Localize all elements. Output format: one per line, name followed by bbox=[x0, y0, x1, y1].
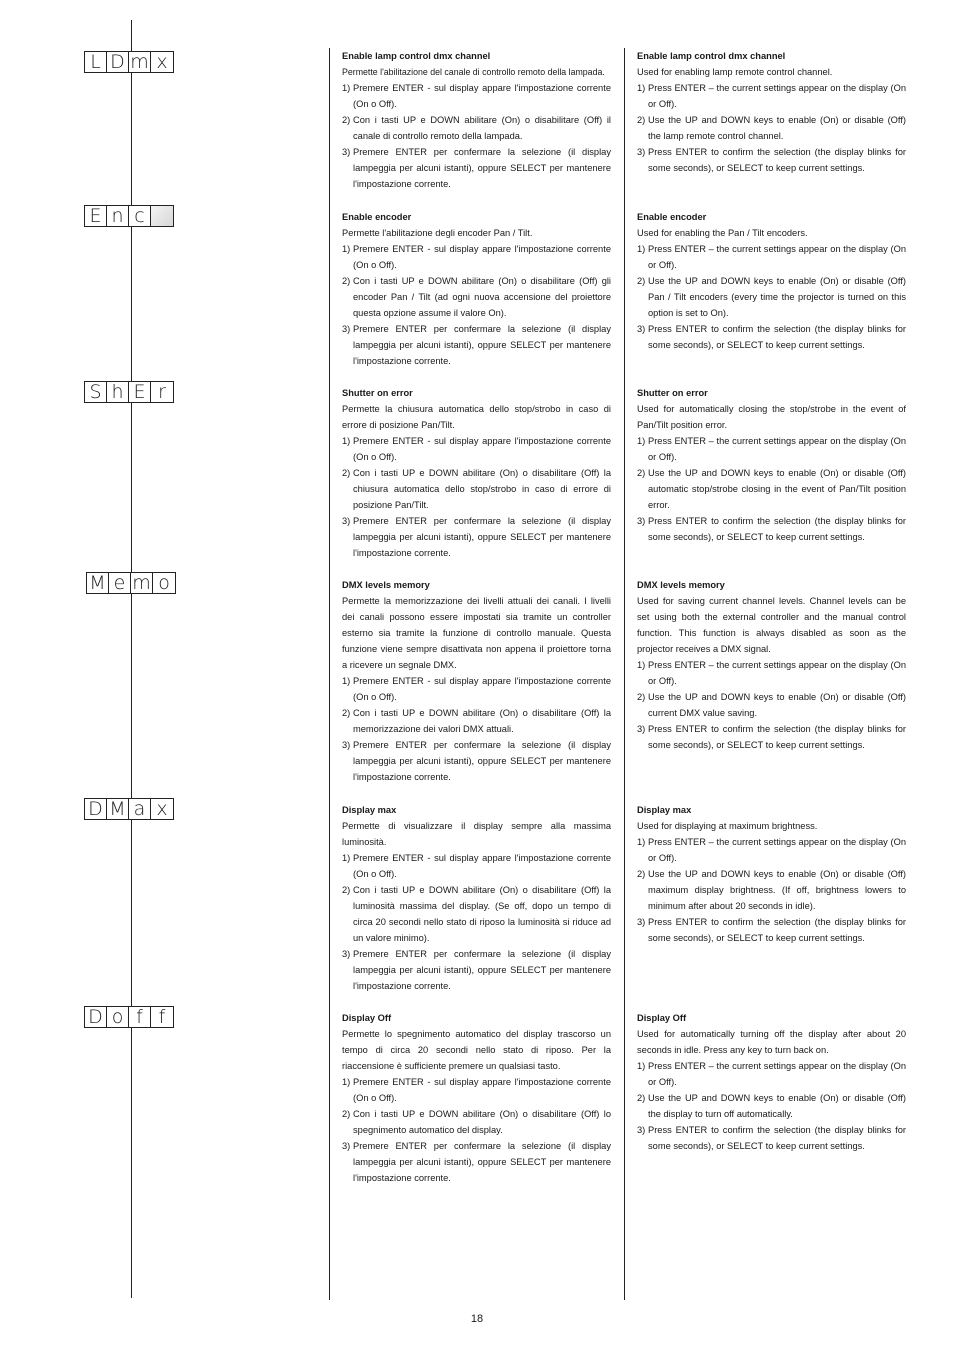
display-char: r bbox=[158, 381, 166, 403]
step-text: Press ENTER to confirm the selection (the display blinks for some seconds), or SELECT to keep current settings. bbox=[648, 1125, 906, 1151]
section-title: DMX levels memory bbox=[637, 580, 725, 590]
section-shutter-en bbox=[637, 385, 906, 545]
step-text: Use the UP and DOWN keys to enable (On) or disable (Off) Pan / Tilt encoders (every time the projector is turned on this option is set to On). bbox=[648, 276, 906, 318]
display-char: D bbox=[85, 799, 107, 819]
section-intro: Used for saving current channel levels. Channel levels can be set using both the external controller and the manual control function. This function is always disabled as soon as the projector receives a DMX signal. bbox=[637, 596, 906, 654]
step-text: Press ENTER – the current settings appear on the display (On or Off). bbox=[648, 1061, 906, 1087]
step-item: 3) Premere ENTER per confermare la selezione (il display lampeggia per alcuni istanti), oppure SELECT per mantenere l'impostazione corrente. bbox=[342, 516, 611, 558]
display-char: x bbox=[156, 798, 168, 820]
step-text: Premere ENTER per confermare la selezione (il display lampeggia per alcuni istanti), oppure SELECT per mantenere l'impostazione corrente. bbox=[353, 740, 611, 782]
step-text: Premere ENTER - sul display appare l'impostazione corrente (On o Off). bbox=[353, 83, 611, 109]
display-char: f bbox=[129, 1007, 151, 1027]
step-list bbox=[342, 433, 611, 561]
display-char: M bbox=[107, 799, 129, 819]
step-item: 2) Use the UP and DOWN keys to enable (On) or disable (Off) the display to turn off automatically. bbox=[637, 1093, 906, 1119]
step-text: Use the UP and DOWN keys to enable (On) or disable (Off) the lamp remote control channel. bbox=[648, 115, 906, 141]
section-title: Display max bbox=[342, 805, 397, 815]
step-list bbox=[637, 1058, 906, 1154]
step-item: 3) Premere ENTER per confermare la selezione (il display lampeggia per alcuni istanti), oppure SELECT per mantenere l'impostazione corrente. bbox=[342, 740, 611, 782]
display-char: E bbox=[85, 206, 107, 226]
step-text: Premere ENTER per confermare la selezione (il display lampeggia per alcuni istanti), oppure SELECT per mantenere l'impostazione corrente. bbox=[353, 1141, 611, 1183]
section-title: Enable encoder bbox=[637, 212, 707, 222]
step-item: 3) Press ENTER to confirm the selection (the display blinks for some seconds), or SELECT to keep current settings. bbox=[637, 147, 906, 173]
step-item: 1) Premere ENTER - sul display appare l'impostazione corrente (On o Off). bbox=[342, 244, 611, 270]
display-char: L bbox=[85, 52, 107, 72]
display-char: S bbox=[85, 382, 107, 402]
display-char: m bbox=[129, 52, 151, 72]
step-text: Press ENTER to confirm the selection (the display blinks for some seconds), or SELECT to keep current settings. bbox=[648, 724, 906, 750]
display-char: o bbox=[107, 1007, 129, 1027]
section-title: Enable lamp control dmx channel bbox=[637, 51, 786, 61]
step-text: Con i tasti UP e DOWN abilitare (On) o disabilitare (Off) la chiusura automatica dello stop/strobo in caso di errore di posizione Pan/Tilt. bbox=[353, 468, 611, 510]
step-text: Use the UP and DOWN keys to enable (On) or disable (Off) maximum display brightness. (If off, brightness lowers to minimum after about 20 seconds in idle). bbox=[648, 869, 906, 911]
display-char bbox=[151, 206, 173, 226]
step-text: Premere ENTER - sul display appare l'impostazione corrente (On o Off). bbox=[353, 436, 611, 462]
display-char: h bbox=[107, 382, 129, 402]
step-item: 2) Con i tasti UP e DOWN abilitare (On) o disabilitare (Off) la chiusura automatica dello stop/strobo in caso di errore di posizione Pan/Tilt. bbox=[342, 468, 611, 510]
step-text: Con i tasti UP e DOWN abilitare (On) o disabilitare (Off) il canale di controllo remoto della lampada. bbox=[353, 115, 611, 141]
section-display-max-it bbox=[342, 802, 611, 994]
section-title: Display Off bbox=[637, 1013, 687, 1023]
step-item: 3) Press ENTER to confirm the selection (the display blinks for some seconds), or SELECT to keep current settings. bbox=[637, 917, 906, 943]
step-item: 1) Premere ENTER - sul display appare l'impostazione corrente (On o Off). bbox=[342, 436, 611, 462]
step-item: 1) Premere ENTER - sul display appare l'impostazione corrente (On o Off). bbox=[342, 676, 611, 702]
step-text: Premere ENTER - sul display appare l'impostazione corrente (On o Off). bbox=[353, 853, 611, 879]
section-intro: Permette lo spegnimento automatico del display trascorso un tempo di circa 20 secondi nello stato di riposo. Per la riaccensione è sufficiente premere un qualsiasi tasto. bbox=[342, 1029, 611, 1071]
display-sher bbox=[84, 381, 174, 403]
step-list bbox=[342, 850, 611, 994]
section-title: Shutter on error bbox=[637, 388, 708, 398]
step-item: 1) Premere ENTER - sul display appare l'impostazione corrente (On o Off). bbox=[342, 853, 611, 879]
step-text: Use the UP and DOWN keys to enable (On) or disable (Off) the display to turn off automatically. bbox=[648, 1093, 906, 1119]
step-list bbox=[342, 673, 611, 785]
step-list bbox=[637, 433, 906, 545]
step-list bbox=[637, 834, 906, 946]
step-text: Con i tasti UP e DOWN abilitare (On) o disabilitare (Off) la luminosità massima del display. (Se off, dopo un tempo di circa 20 secondi nello stato di riposo la luminosità si riduce ad un valore minimo). bbox=[353, 885, 611, 943]
section-lamp-control-it bbox=[342, 48, 611, 192]
step-item: 1) Premere ENTER - sul display appare l'impostazione corrente (On o Off). bbox=[342, 1077, 611, 1103]
display-char: e bbox=[109, 573, 131, 593]
section-title: Display Off bbox=[342, 1013, 392, 1023]
step-list bbox=[637, 657, 906, 753]
step-item: 3) Press ENTER to confirm the selection (the display blinks for some seconds), or SELECT to keep current settings. bbox=[637, 516, 906, 542]
step-item: 3) Press ENTER to confirm the selection (the display blinks for some seconds), or SELECT to keep current settings. bbox=[637, 324, 906, 350]
step-item: 1) Press ENTER – the current settings appear on the display (On or Off). bbox=[637, 436, 906, 462]
section-intro: Used for enabling the Pan / Tilt encoders. bbox=[637, 228, 808, 238]
section-intro: Used for automatically turning off the display after about 20 seconds in idle. Press any key to turn back on. bbox=[637, 1029, 906, 1055]
step-item: 1) Press ENTER – the current settings appear on the display (On or Off). bbox=[637, 1061, 906, 1087]
display-char: x bbox=[156, 51, 168, 73]
step-text: Press ENTER – the current settings appear on the display (On or Off). bbox=[648, 83, 906, 109]
section-display-off-it bbox=[342, 1010, 611, 1186]
step-item: 3) Press ENTER to confirm the selection (the display blinks for some seconds), or SELECT to keep current settings. bbox=[637, 724, 906, 750]
step-item: 3) Press ENTER to confirm the selection (the display blinks for some seconds), or SELECT to keep current settings. bbox=[637, 1125, 906, 1151]
section-encoder-en bbox=[637, 209, 906, 353]
step-text: Press ENTER – the current settings appear on the display (On or Off). bbox=[648, 837, 906, 863]
step-item: 2) Use the UP and DOWN keys to enable (On) or disable (Off) maximum display brightness. (If off, brightness lowers to minimum after about 20 seconds in idle). bbox=[637, 869, 906, 911]
display-char: o bbox=[158, 572, 170, 594]
section-title: DMX levels memory bbox=[342, 580, 430, 590]
display-memo bbox=[86, 572, 176, 594]
step-list bbox=[342, 1074, 611, 1186]
step-text: Con i tasti UP e DOWN abilitare (On) o disabilitare (Off) lo spegnimento automatico del display. bbox=[353, 1109, 611, 1135]
section-title: Display max bbox=[637, 805, 692, 815]
step-text: Use the UP and DOWN keys to enable (On) or disable (Off) automatic stop/strobe closing in the event of Pan/Tilt position error. bbox=[648, 468, 906, 510]
section-title: Enable encoder bbox=[342, 212, 412, 222]
step-item: 2) Con i tasti UP e DOWN abilitare (On) o disabilitare (Off) la memorizzazione dei valori DMX attuali. bbox=[342, 708, 611, 734]
step-text: Premere ENTER per confermare la selezione (il display lampeggia per alcuni istanti), oppure SELECT per mantenere l'impostazione corrente. bbox=[353, 949, 611, 991]
step-list bbox=[342, 80, 611, 192]
section-intro: Used for enabling lamp remote control channel. bbox=[637, 67, 833, 77]
step-text: Premere ENTER - sul display appare l'impostazione corrente (On o Off). bbox=[353, 1077, 611, 1103]
section-intro: Permette la memorizzazione dei livelli attuali dei canali. I livelli dei canali possono essere impostati sia tramite un controller esterno sia tramite la funzione di controllo manuale. Questa funzione viene sempre disattivata non appena il proiettore torna a ricevere un segnale DMX. bbox=[342, 596, 611, 670]
section-lamp-control-en bbox=[637, 48, 906, 176]
section-intro: Permette la chiusura automatica dello stop/strobo in caso di errore di posizione Pan/Tilt. bbox=[342, 404, 611, 430]
italian-column-rule bbox=[329, 48, 330, 1300]
step-item: 1) Press ENTER – the current settings appear on the display (On or Off). bbox=[637, 837, 906, 863]
step-text: Premere ENTER per confermare la selezione (il display lampeggia per alcuni istanti), oppure SELECT per mantenere l'impostazione corrente. bbox=[353, 147, 611, 189]
step-item: 2) Use the UP and DOWN keys to enable (On) or disable (Off) Pan / Tilt encoders (every time the projector is turned on this option is set to On). bbox=[637, 276, 906, 318]
section-shutter-it bbox=[342, 385, 611, 561]
display-char: c bbox=[129, 206, 151, 226]
step-text: Press ENTER to confirm the selection (the display blinks for some seconds), or SELECT to keep current settings. bbox=[648, 917, 906, 943]
step-item: 3) Premere ENTER per confermare la selezione (il display lampeggia per alcuni istanti), oppure SELECT per mantenere l'impostazione corrente. bbox=[342, 147, 611, 189]
step-item: 1) Premere ENTER - sul display appare l'impostazione corrente (On o Off). bbox=[342, 83, 611, 109]
display-dmax bbox=[84, 798, 174, 820]
step-item: 3) Premere ENTER per confermare la selezione (il display lampeggia per alcuni istanti), oppure SELECT per mantenere l'impostazione corrente. bbox=[342, 324, 611, 366]
section-intro: Permette di visualizzare il display sempre alla massima luminosità. bbox=[342, 821, 611, 847]
step-text: Press ENTER to confirm the selection (the display blinks for some seconds), or SELECT to keep current settings. bbox=[648, 147, 906, 173]
section-intro: Used for automatically closing the stop/strobe in the event of Pan/Tilt position error. bbox=[637, 404, 906, 430]
section-title: Shutter on error bbox=[342, 388, 413, 398]
display-char: m bbox=[131, 573, 153, 593]
step-text: Press ENTER – the current settings appear on the display (On or Off). bbox=[648, 660, 906, 686]
page-number: 18 bbox=[470, 1313, 484, 1325]
step-text: Premere ENTER per confermare la selezione (il display lampeggia per alcuni istanti), oppure SELECT per mantenere l'impostazione corrente. bbox=[353, 516, 611, 558]
display-char: D bbox=[107, 52, 129, 72]
display-enc bbox=[84, 205, 174, 227]
display-char: E bbox=[129, 382, 151, 402]
step-list bbox=[637, 241, 906, 353]
step-text: Con i tasti UP e DOWN abilitare (On) o disabilitare (Off) la memorizzazione dei valori DMX attuali. bbox=[353, 708, 611, 734]
step-item: 1) Press ENTER – the current settings appear on the display (On or Off). bbox=[637, 244, 906, 270]
section-display-max-en bbox=[637, 802, 906, 946]
step-text: Use the UP and DOWN keys to enable (On) or disable (Off) current DMX value saving. bbox=[648, 692, 906, 718]
section-title: Enable lamp control dmx channel bbox=[342, 51, 491, 61]
step-item: 1) Press ENTER – the current settings appear on the display (On or Off). bbox=[637, 660, 906, 686]
display-char: a bbox=[129, 799, 151, 819]
english-column-rule bbox=[624, 48, 625, 1300]
step-text: Premere ENTER per confermare la selezione (il display lampeggia per alcuni istanti), oppure SELECT per mantenere l'impostazione corrente. bbox=[353, 324, 611, 366]
section-intro: Permette l'abilitazione degli encoder Pan / Tilt. bbox=[342, 228, 533, 238]
section-encoder-it bbox=[342, 209, 611, 369]
step-item: 1) Press ENTER – the current settings appear on the display (On or Off). bbox=[637, 83, 906, 109]
step-text: Con i tasti UP e DOWN abilitare (On) o disabilitare (Off) gli encoder Pan / Tilt (ad ogni nuova accensione del proiettore questa opzione assume il valore On). bbox=[353, 276, 611, 318]
step-list bbox=[637, 80, 906, 176]
display-char: f bbox=[158, 1006, 166, 1028]
step-item: 3) Premere ENTER per confermare la selezione (il display lampeggia per alcuni istanti), oppure SELECT per mantenere l'impostazione corrente. bbox=[342, 1141, 611, 1183]
display-doff bbox=[84, 1006, 174, 1028]
step-text: Press ENTER to confirm the selection (the display blinks for some seconds), or SELECT to keep current settings. bbox=[648, 516, 906, 542]
step-item: 2) Con i tasti UP e DOWN abilitare (On) o disabilitare (Off) lo spegnimento automatico del display. bbox=[342, 1109, 611, 1135]
section-dmx-memory-en bbox=[637, 577, 906, 753]
step-item: 2) Use the UP and DOWN keys to enable (On) or disable (Off) current DMX value saving. bbox=[637, 692, 906, 718]
display-char: M bbox=[87, 573, 109, 593]
display-char: D bbox=[85, 1007, 107, 1027]
step-text: Press ENTER to confirm the selection (the display blinks for some seconds), or SELECT to keep current settings. bbox=[648, 324, 906, 350]
step-text: Press ENTER – the current settings appear on the display (On or Off). bbox=[648, 244, 906, 270]
display-char: n bbox=[107, 206, 129, 226]
section-display-off-en bbox=[637, 1010, 906, 1154]
step-text: Premere ENTER - sul display appare l'impostazione corrente (On o Off). bbox=[353, 244, 611, 270]
step-item: 2) Con i tasti UP e DOWN abilitare (On) o disabilitare (Off) gli encoder Pan / Tilt (ad ogni nuova accensione del proiettore questa opzione assume il valore On). bbox=[342, 276, 611, 318]
step-list bbox=[342, 241, 611, 369]
step-text: Press ENTER – the current settings appear on the display (On or Off). bbox=[648, 436, 906, 462]
step-text: Premere ENTER - sul display appare l'impostazione corrente (On o Off). bbox=[353, 676, 611, 702]
display-ldmx bbox=[84, 51, 174, 73]
section-intro: Permette l'abilitazione del canale di controllo remoto della lampada. bbox=[342, 67, 605, 77]
section-intro: Used for displaying at maximum brightness. bbox=[637, 821, 818, 831]
step-item: 2) Con i tasti UP e DOWN abilitare (On) o disabilitare (Off) la luminosità massima del display. (Se off, dopo un tempo di circa 20 secondi nello stato di riposo la luminosità si riduce ad un valore minimo). bbox=[342, 885, 611, 943]
step-item: 2) Use the UP and DOWN keys to enable (On) or disable (Off) the lamp remote control channel. bbox=[637, 115, 906, 141]
step-item: 2) Use the UP and DOWN keys to enable (On) or disable (Off) automatic stop/strobe closing in the event of Pan/Tilt position error. bbox=[637, 468, 906, 510]
step-item: 3) Premere ENTER per confermare la selezione (il display lampeggia per alcuni istanti), oppure SELECT per mantenere l'impostazione corrente. bbox=[342, 949, 611, 991]
section-dmx-memory-it bbox=[342, 577, 611, 785]
step-item: 2) Con i tasti UP e DOWN abilitare (On) o disabilitare (Off) il canale di controllo remoto della lampada. bbox=[342, 115, 611, 141]
